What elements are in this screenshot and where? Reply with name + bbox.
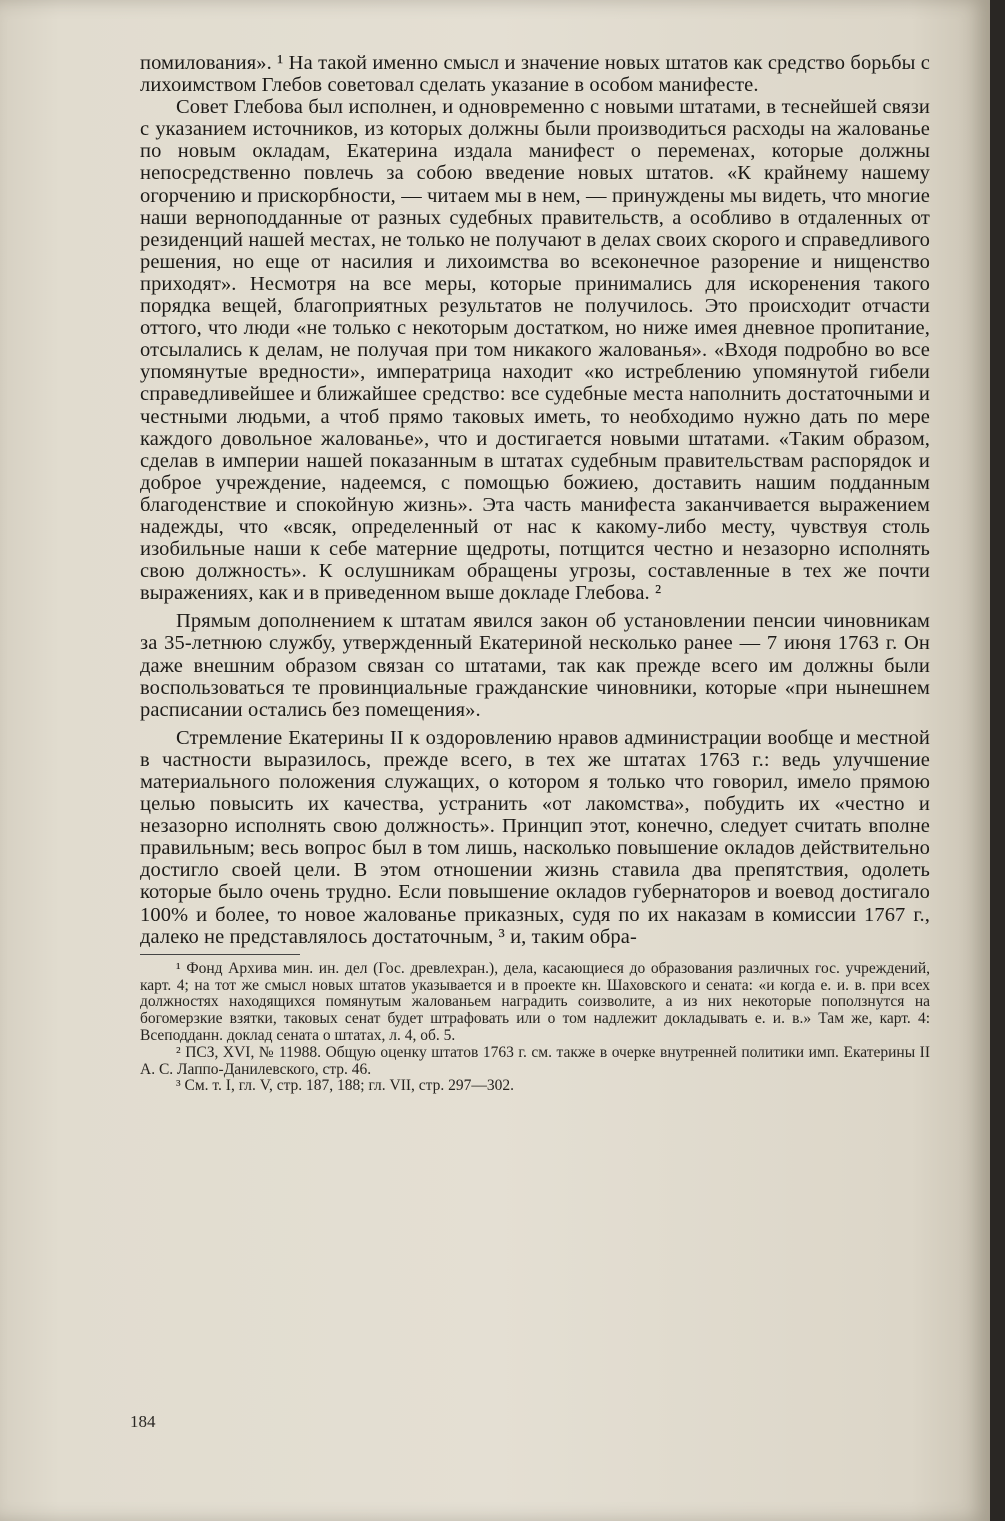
footnote-3: ³ См. т. I, гл. V, стр. 187, 188; гл. VII, стр. 297—302. (176, 1077, 515, 1095)
page-number: 184 (130, 1412, 156, 1431)
paragraph-administration: Стремление Екатерины II к оздоровлению нравов администрации вообще и местной в частности выразилось, прежде всего, в тех же штатах 1763 г.: ведь улучшение материального положения служащих, о котором я только что говорил, имело прямою целью повысить их качества, устранить «от лакомства», побудить их «честно и незазорно исполнять свою должность». Принцип этот, конечно, следует считать вполне правильным; весь вопрос был в том лишь, насколько повышение окладов действительно достигло своей цели. В этом отношении жизнь ставила два препятствия, одолеть которые было очень трудно. Если повышение окладов губернаторов и воевод достигало 100% и более, то новое жалованье приказных, судя по их наказам в комиссии 1767 г., далеко не представлялось достаточным, ³ и, таким обра- (140, 726, 930, 948)
footnote-2: ² ПСЗ, XVI, № 11988. Общую оценку штатов 1763 г. см. также в очерке внутренней политики имп. Екатерины II А. С. Лаппо-Данилевского, стр. 46. (140, 1043, 930, 1078)
paragraph-pension-law: Прямым дополнением к штатам явился закон об установлении пенсии чиновникам за 35-летнюю службу, утвержденный Екатериной несколько ранее — 7 июня 1763 г. Он даже внешним образом связан со штатами, так как прежде всего им должны были воспользоваться те провинциальные гражданские чиновники, которые «при нынешнем расписании остались без помещения». (140, 610, 930, 721)
main-text (140, 52, 930, 1095)
paragraph-continuation: помилования». ¹ На такой именно смысл и значение новых штатов как средство борьбы с лихоимством Глебов советовал сделать указание в особом манифесте. (140, 52, 930, 97)
footnote-divider (140, 954, 300, 955)
paragraph-manifesto: Совет Глебова был исполнен, и одновременно с новыми штатами, в теснейшей связи с указанием источников, из которых должны были производиться расходы на жалованье по новым окладам, Екатерина издала манифест о переменах, которые должны непосредственно повлечь за собою введение новых штатов. «К крайнему нашему огорчению и прискорбности, — читаем мы в нем, — принуждены мы видеть, что многие наши верноподданные от разных судебных правительств, а особливо в отдаленных от резиденций нашей местах, не только не получают в делах своих скорого и справедливого решения, но еще от насилия и лихоимства во всеконечное разорение и нищенство приходят». Несмотря на все меры, которые принимались для искоренения такого порядка вещей, благоприятных результатов не получилось. Это происходит отчасти оттого, что люди «не только с некоторым достатком, но ниже имея дневное пропитание, отсылались к делам, не получая при том никакого жалованья». «Входя подробно во все упомянутые вредности», императрица находит «ко истреблению упомянутой гибели справедливейшее и ближайшее средство: все судебные места наполнить достаточными и честными людьми, а чтоб прямо таковых иметь, то необходимо нужно дать по мере каждого довольное жалованье», что и достигается новыми штатами. «Таким образом, сделав в империи нашей показанным в штатах судебным правительствам распорядок и доброе учреждение, надеемся, с помощью божиею, доставить нашим подданным благоденствие и спокойную жизнь». Эта часть манифеста заканчивается выражением надежды, что «всяк, определенный от нас к какому-либо месту, чувствуя столь изобильные наши к себе матерние щедроты, потщится честно и незазорно исполнять свою должность». К ослушникам обращены угрозы, составленные в тех же почти выражениях, как и в приведенном выше докладе Глебова. ² (140, 96, 930, 605)
footnote-1: ¹ Фонд Архива мин. ин. дел (Гос. древлехран.), дела, касающиеся до образования различных гос. учреждений, карт. 4; на тот же смысл новых штатов указывается и в проекте кн. Шаховского и сената: «и когда е. и. в. при всех должностях находящихся помянутым жалованьем наградить соизволите, а из них некоторые поползнутся на богомерзкие взятки, таковых сенат будет штрафовать или о том надлежит докладывать е. и. в.» Там же, карт. 4: Всеподданн. доклад сената о штатах, л. 4, об. 5. (140, 959, 930, 1044)
